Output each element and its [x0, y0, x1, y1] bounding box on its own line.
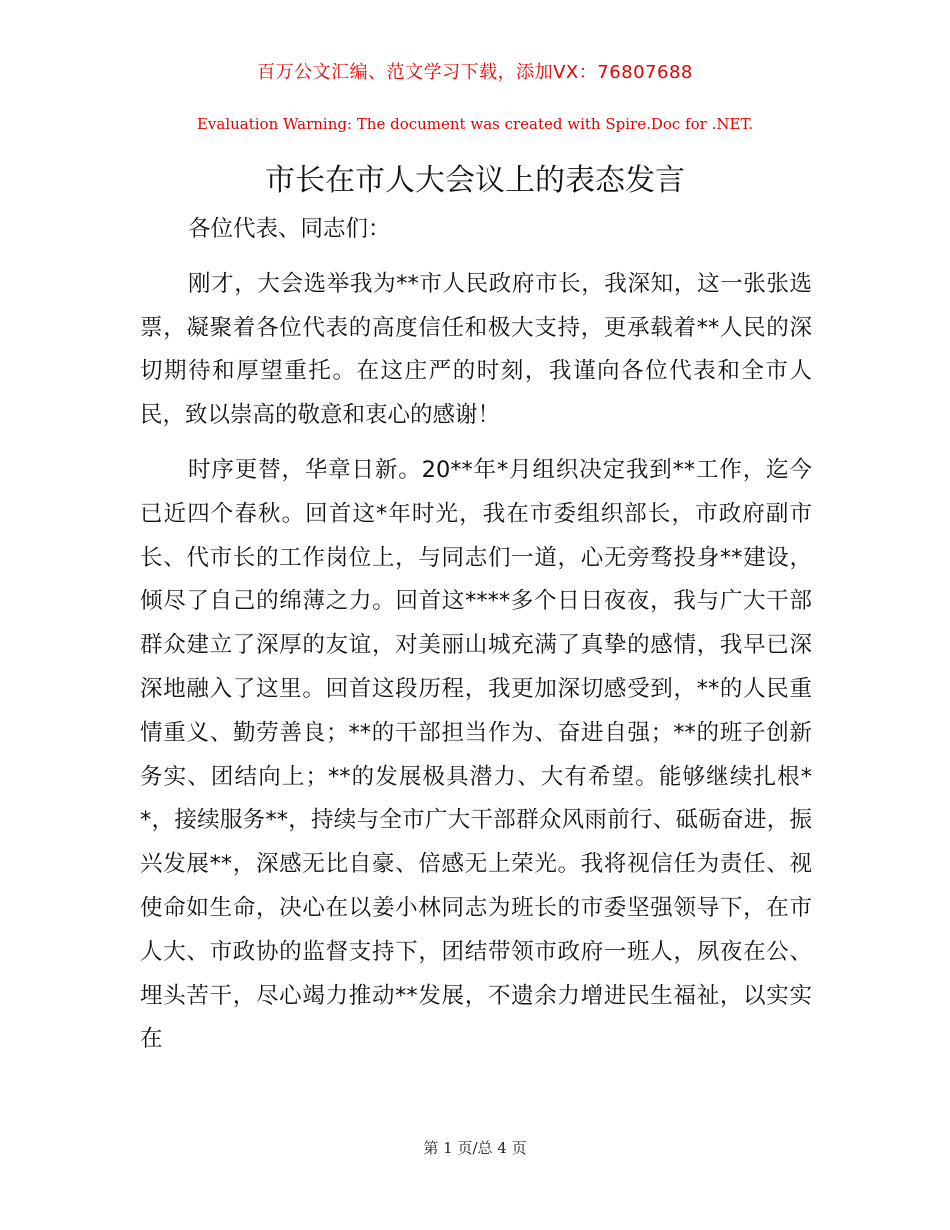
paragraph: 时序更替，华章日新。20**年*月组织决定我到**工作，迄今已近四个春秋。回首这*年时光，我在市委组织部长，市政府副市长、代市长的工作岗位上，与同志们一道，心无旁骛投身**建设，倾尽了自己的绵薄之力。回首这****多个日日夜夜，我与广大干部群众建立了深厚的友谊，对美丽山城充满了真挚的感情，我早已深深地融入了这里。回首这段历程，我更加深切感受到，**的人民重情重义、勤劳善良；**的干部担当作为、奋进自强；**的班子创新务实、团结向上；**的发展极具潜力、大有希望。能够继续扎根**，接续服务**，持续与全市广大干部群众风雨前行、砥砺奋进，振兴发展**，深感无比自豪、倍感无上荣光。我将视信任为责任、视使命如生命，决心在以姜小林同志为班长的市委坚强领导下，在市人大、市政协的监督支持下，团结带领市政府一班人，夙夜在公、埋头苦干，尽心竭力推动**发展，不遗余力增进民生福祉，以实实在 — [140, 456, 812, 1053]
evaluation-warning: Evaluation Warning: The document was created with Spire.Doc for .NET. — [196, 115, 754, 133]
document-title: 市长在市人大会议上的表态发言 — [265, 163, 685, 198]
page-indicator: 第 1 页/总 4 页 — [423, 1139, 527, 1157]
header-ad-text: 百万公文汇编、范文学习下载，添加VX：76807688 — [257, 62, 693, 83]
paragraph: 刚才，大会选举我为**市人民政府市长，我深知，这一张张选票，凝聚着各位代表的高度信任和极大支持，更承载着**人民的深切期待和厚望重托。在这庄严的时刻，我谨向各位代表和全市人民，致以崇高的敬意和衷心的感谢！ — [140, 270, 812, 429]
salutation: 各位代表、同志们： — [188, 216, 391, 242]
document-body — [140, 208, 812, 1073]
